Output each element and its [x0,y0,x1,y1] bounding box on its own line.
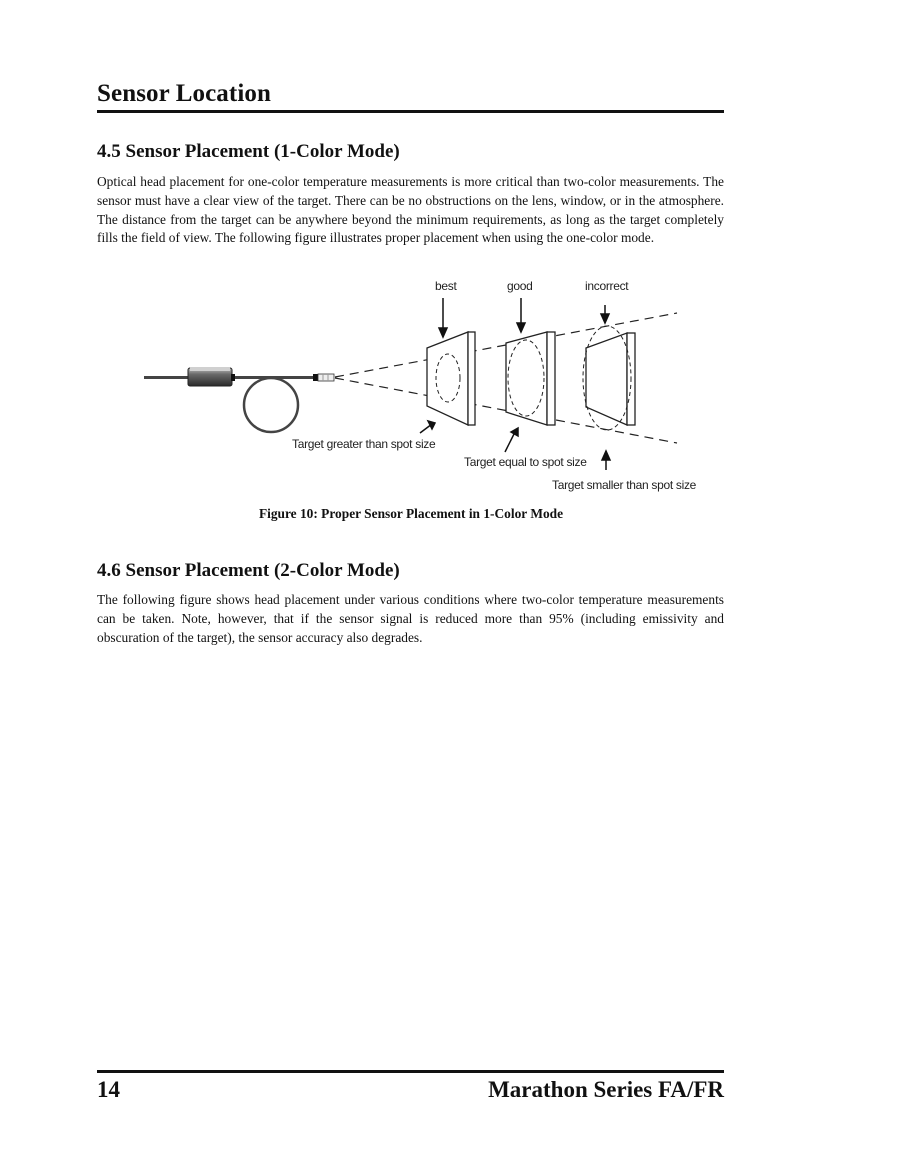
header-rule [97,110,724,113]
page-number: 14 [97,1077,120,1102]
label-target-smaller: Target smaller than spot size [552,478,697,492]
label-target-equal: Target equal to spot size [464,455,587,469]
figure-caption: Figure 10: Proper Sensor Placement in 1-Color Mode [258,506,564,521]
label-best: best [435,279,457,293]
sensor-placement-diagram [0,270,900,500]
target-good-icon [506,332,555,425]
optical-head-icon [313,374,334,381]
section-heading-4-5: 4.5 Sensor Placement (1-Color Mode) [97,141,400,162]
label-good: good [507,279,533,293]
target-best-icon [427,332,475,425]
section-heading-4-6: 4.6 Sensor Placement (2-Color Mode) [97,560,400,581]
target-incorrect-icon [583,326,635,430]
label-target-greater: Target greater than spot size [292,437,436,451]
footer-rule [97,1070,724,1073]
section-paragraph-4-5: Optical head placement for one-color temperature measurements is more critical than two-color measurements. The sensor must have a clear view of the target. There can be no obstructions on the lens, window, or in the atmosphere. The distance from the target can be anywhere beyond the minimum requirements, as long as the target completely fills the field of view. The following figure illustrates proper placement when using the one-color mode. [97,174,724,246]
document-title: Marathon Series FA/FR [488,1077,724,1102]
figure-sensor-placement-1-color [0,270,900,500]
label-incorrect: incorrect [585,279,629,293]
section-paragraph-4-6: The following figure shows head placement under various conditions where two-color temperature measurements can be taken. Note, however, that if the sensor signal is reduced more than 95% (including emissivity and obscuration of the target), the sensor accuracy also degrades. [97,592,724,645]
electronics-module-icon [188,367,235,386]
page-title: Sensor Location [97,80,271,107]
